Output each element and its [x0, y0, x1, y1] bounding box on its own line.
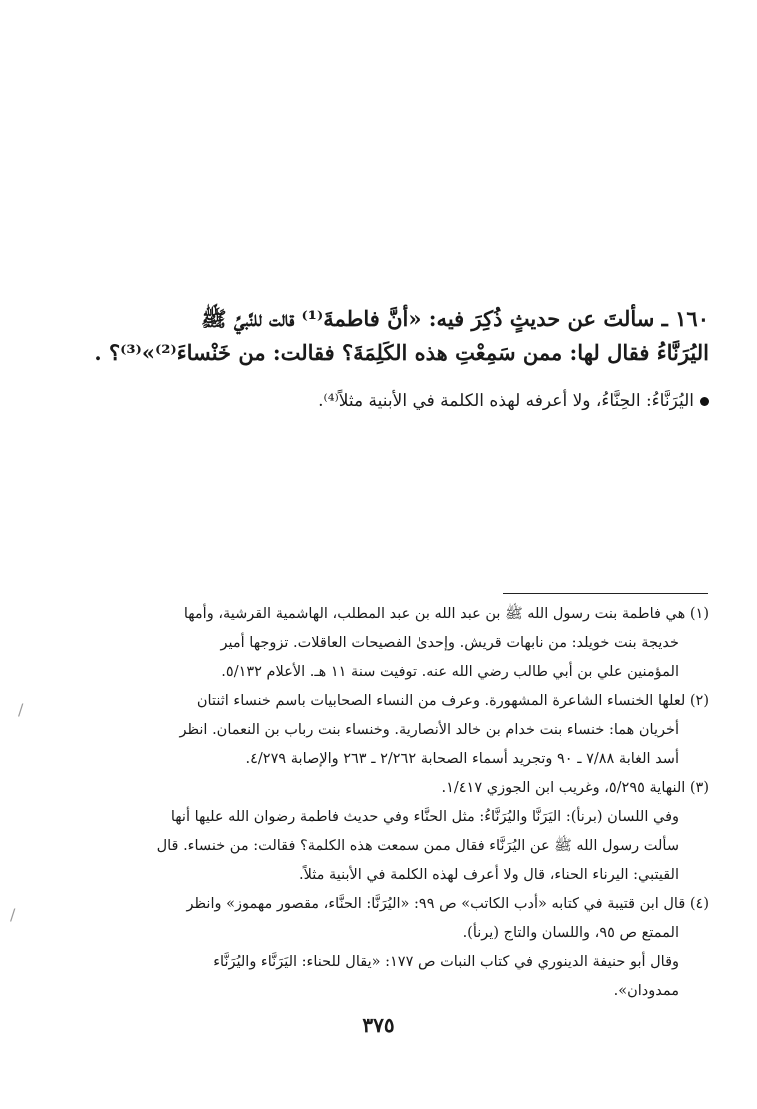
footnote-line: ممدودان».: [613, 983, 679, 999]
footnote-line: وفي اللسان (برنأ): اليَرَنَّا واليُرَنَّاءُ: مثل الحنَّاء وفي حديث فاطمة رضوان الله عليها أنها: [170, 809, 679, 825]
footnote-line: وقال أبو حنيفة الدينوري في كتاب النبات ص ١٧٧: «يقال للحناء: اليَرَنَّاء واليُرَنَّاء: [213, 954, 679, 970]
page-number: ٣٧٥: [362, 1013, 395, 1037]
margin-mark: /: [10, 905, 16, 924]
footnote-separator: [503, 593, 708, 594]
margin-mark: /: [18, 700, 24, 719]
bullet-icon: [700, 397, 709, 406]
main-text: [47, 302, 709, 370]
footnote-line: خديجة بنت خويلد: من نابهات قريش. وإحدىٰ الفصيحات العاقلات. تزوجها أمير: [220, 635, 679, 651]
main-text-line: اليُرَنَّاءُ فقال لها: ممن سَمِعْتِ هذه الكَلِمَةَ؟ فقالت: من خَنْساءَ⁽²⁾»⁽³⁾؟ .: [94, 340, 709, 365]
main-text-line: ١٦٠ ـ سألتَ عن حديثٍ ذُكِرَ فيه: «أنَّ فاطمةَ⁽¹⁾ قالت للنَّبيِّ ﷺ: [201, 306, 709, 331]
footnote-line: القيتبي: اليرناء الحناء، قال ولا أعرف لهذه الكلمة في الأبنية مثلاً.: [298, 867, 679, 883]
footnote-line: (١) هي فاطمة بنت رسول الله ﷺ بن عبد الله بن عبد المطلب، الهاشمية القرشية، وأمها: [183, 606, 709, 622]
footnote-line: (٣) النهاية ٥/٢٩٥، وغريب ابن الجوزي ١/٤١٧.: [441, 780, 709, 796]
footnote-line: المؤمنين علي بن أبي طالب رضي الله عنه. توفيت سنة ١١ هـ. الأعلام ٥/١٣٢.: [221, 664, 679, 680]
footnote-line: (٢) لعلها الخنساء الشاعرة المشهورة. وعرف من النساء الصحابيات باسم خنساء اثنتان: [196, 693, 709, 709]
footnote-line: الممتع ص ٩٥، واللسان والتاج (يرنأ).: [462, 925, 679, 941]
footnote-line: (٤) قال ابن قتيبة في كتابه «أدب الكاتب» ص ٩٩: «اليُرَنَّا: الحنَّاء، مقصور مهموز» وانظر: [186, 896, 709, 912]
footnote-line: سألت رسول الله ﷺ عن اليُرَنَّاء فقال ممن سمعت هذه الكلمة؟ فقالت: من خنساء. قال: [156, 838, 679, 854]
answer-paragraph: [47, 387, 709, 415]
answer-text: اليُرَنَّاءُ: الحِنَّاءُ، ولا أعرفه لهذه الكلمة في الأبنية مثلاً⁽⁴⁾.: [318, 391, 694, 411]
footnotes: [43, 600, 709, 1006]
footnote-line: أسد الغابة ٧/٨٨ ـ ٩٠ وتجريد أسماء الصحابة ٢/٢٦٢ ـ ٢٦٣ والإصابة ٤/٢٧٩.: [245, 751, 679, 767]
footnote-line: أخريان هما: خنساء بنت خدام بن خالد الأنصارية. وخنساء بنت رباب بن النعمان. انظر: [179, 722, 679, 738]
